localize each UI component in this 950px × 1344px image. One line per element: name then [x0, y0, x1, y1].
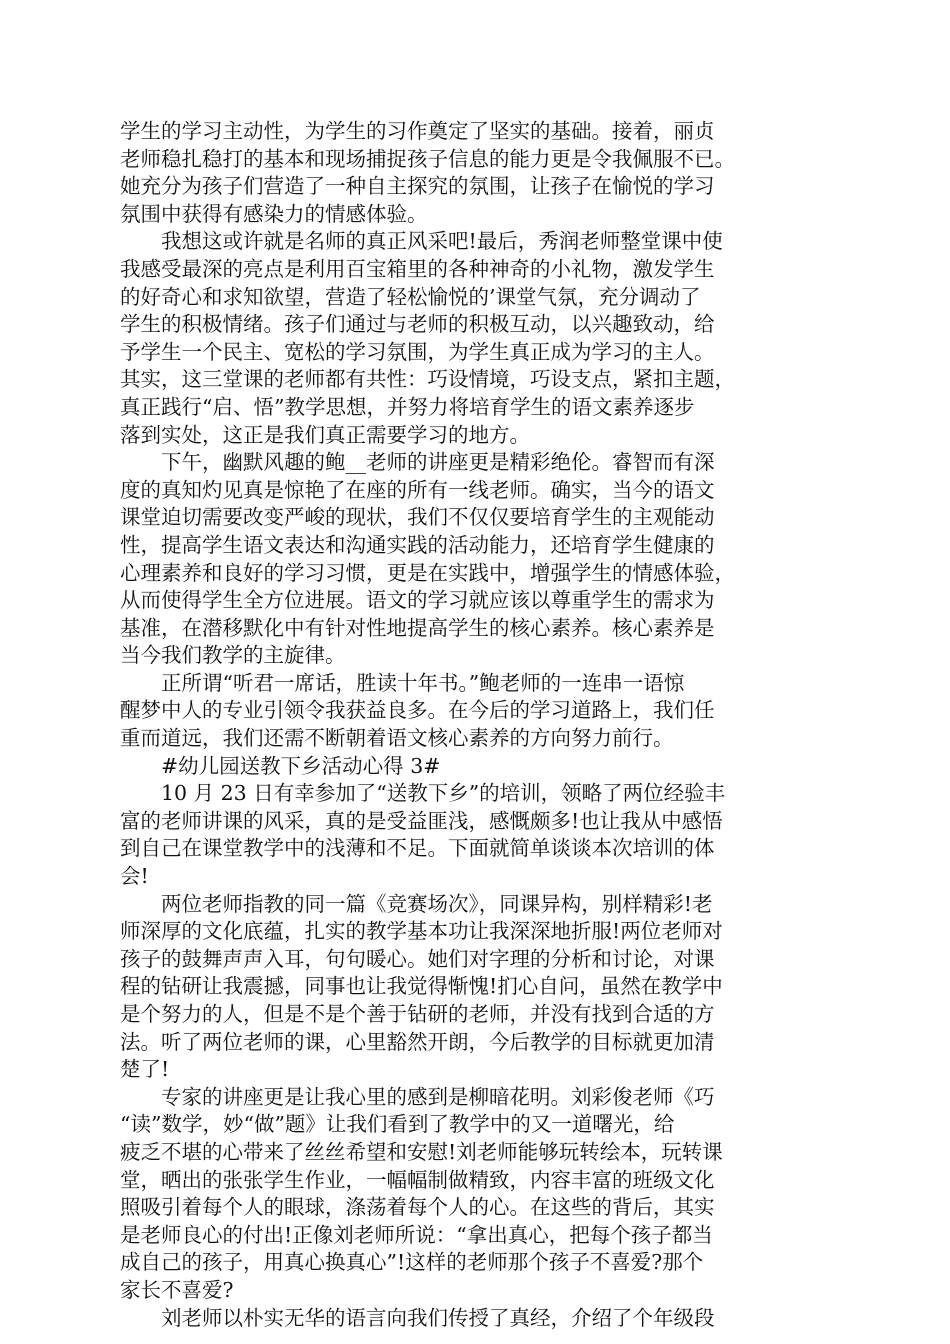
paragraph-first-line: 专家的讲座更是让我心里的感到是柳暗花明。刘彩俊老师《巧 [161, 1084, 715, 1109]
paragraph-first-line: 两位老师指教的同一篇《竞赛场次》，同课异构，别样精彩!老 [161, 891, 713, 916]
text-line: 堂，晒出的张张学生作业，一幅幅制做精致，内容丰富的班级文化 [120, 1167, 715, 1192]
text-line: 是老师良心的付出!正像刘老师所说：“拿出真心，把每个孩子都当 [120, 1222, 713, 1247]
text-line: 学生的学习主动性，为学生的习作奠定了坚实的基础。接着，丽贞 [120, 119, 715, 143]
text-line: 课堂迫切需要改变严峻的现状，我们不仅仅要培育学生的主观能动 [120, 505, 715, 530]
text-line: 基准，在潜移默化中有针对性地提高学生的核心素养。核心素养是 [120, 615, 715, 640]
paragraph-first-line: 下午，幽默风趣的鲍__老师的讲座更是精彩绝伦。睿智而有深 [161, 450, 715, 475]
text-line: 性，提高学生语文表达和沟通实践的活动能力，还培育学生健康的 [120, 532, 715, 557]
text-line: 照吸引着每个人的眼球，涤荡着每个人的心。在这些的背后，其实 [120, 1195, 715, 1220]
paragraph-first-line: 正所谓“听君一席话，胜读十年书。”鲍老师的一连串一语惊 [161, 670, 685, 695]
text-line: 氛围中获得有感染力的情感体验。 [120, 201, 428, 226]
text-line: 落到实处，这正是我们真正需要学习的地方。 [120, 422, 530, 447]
paragraph-first-line: 10 月 23 日有幸参加了“送教下乡”的培训，领略了两位经验丰 [161, 781, 726, 806]
paragraph-first-line: 刘老师以朴实无华的语言向我们传授了真经，介绍了个年级段 [161, 1305, 715, 1330]
text-line: 师深厚的文化底蕴，扎实的教学基本功让我深深地折服!两位老师对 [120, 919, 723, 944]
text-line: 予学生一个民主、宽松的学习氛围，为学生真正成为学习的主人。 [120, 339, 715, 364]
text-line: 成自己的孩子，用真心换真心”!这样的老师那个孩子不喜爱?那个 [120, 1250, 704, 1275]
text-line: 会! [120, 864, 149, 889]
text-line: 到自己在课堂教学中的浅薄和不足。下面就简单谈谈本次培训的体 [120, 836, 715, 861]
text-line: 其实，这三堂课的老师都有共性：巧设情境，巧设支点，紧扣主题， [120, 367, 735, 392]
text-line: 度的真知灼见真是惊艳了在座的所有一线老师。确实，当今的语文 [120, 477, 715, 502]
text-line: 她充分为孩子们营造了一种自主探究的氛围，让孩子在愉悦的学习 [120, 174, 715, 199]
text-line: “读”数学，妙“做”题》让我们看到了教学中的又一道曙光，给 [120, 1112, 675, 1137]
text-line: 家长不喜爱? [120, 1277, 234, 1302]
text-line: 从而使得学生全方位进展。语文的学习就应该以尊重学生的需求为 [120, 588, 715, 613]
text-line: 真正践行“启、悟”教学思想，并努力将培育学生的语文素养逐步 [120, 394, 695, 419]
text-line: 富的老师讲课的风采，真的是受益匪浅，感慨颇多!也让我从中感悟 [120, 808, 723, 833]
text-line: 心理素养和良好的学习习惯，更是在实践中，增强学生的情感体验， [120, 560, 735, 585]
text-line: 疲乏不堪的心带来了丝丝希望和安慰!刘老师能够玩转绘本，玩转课 [120, 1139, 723, 1164]
document-body [120, 118, 820, 1332]
text-line: 醒梦中人的专业引领令我获益良多。在今后的学习道路上，我们任 [120, 698, 715, 723]
text-line: 老师稳扎稳打的基本和现场捕捉孩子信息的能力更是令我佩服不已。 [120, 146, 735, 171]
text-line: 我感受最深的亮点是利用百宝箱里的各种神奇的小礼物，激发学生 [120, 256, 715, 281]
text-line: 孩子的鼓舞声声入耳，句句暖心。她们对字理的分析和讨论，对课 [120, 946, 715, 971]
text-line: 是个努力的人，但是不是个善于钻研的老师，并没有找到合适的方 [120, 1002, 715, 1026]
text-line: 的好奇心和求知欲望，营造了轻松愉悦的’课堂气氛，充分调动了 [120, 284, 701, 309]
text-line: 楚了! [120, 1057, 170, 1082]
text-line: 法。听了两位老师的课，心里豁然开朗，今后教学的目标就更加清 [120, 1029, 715, 1054]
paragraph-first-line: #幼儿园送教下乡活动心得 3# [161, 753, 441, 778]
text-line: 程的钻研让我震撼，同事也让我觉得惭愧!扪心自问，虽然在教学中 [120, 974, 723, 999]
text-line: 当今我们教学的主旋律。 [120, 643, 346, 668]
text-line: 重而道远，我们还需不断朝着语文核心素养的方向努力前行。 [120, 726, 674, 751]
text-line: 学生的积极情绪。孩子们通过与老师的积极互动，以兴趣致动，给 [120, 312, 715, 337]
paragraph-first-line: 我想这或许就是名师的真正风采吧!最后，秀润老师整堂课中使 [161, 229, 723, 254]
